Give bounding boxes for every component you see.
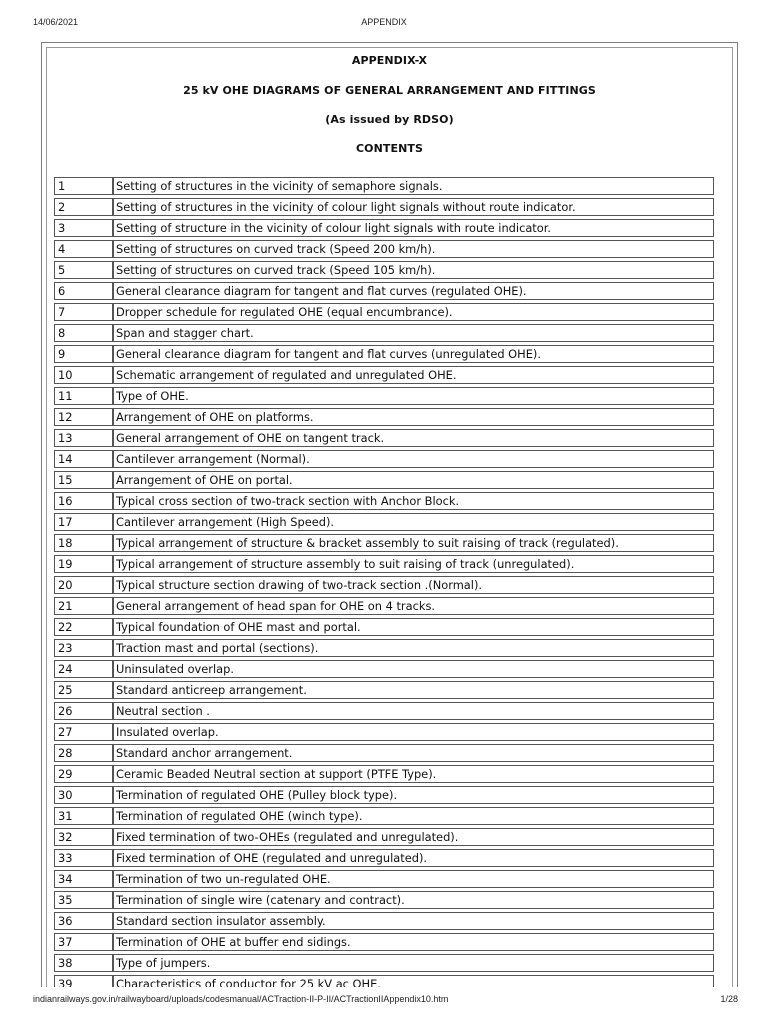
contents-row-number: 30	[54, 786, 113, 804]
contents-row	[54, 744, 714, 762]
contents-row-number: 5	[54, 261, 113, 279]
contents-row-title: Type of jumpers.	[113, 954, 714, 972]
contents-row-number: 34	[54, 870, 113, 888]
contents-row-number: 7	[54, 303, 113, 321]
contents-row	[54, 828, 714, 846]
contents-row-title: Setting of structures on curved track (Speed 105 km/h).	[113, 261, 714, 279]
contents-row	[54, 219, 714, 237]
contents-row-title: Setting of structures in the vicinity of colour light signals without route indicator.	[113, 198, 714, 216]
contents-row-number: 38	[54, 954, 113, 972]
contents-row-title: Termination of two un-regulated OHE.	[113, 870, 714, 888]
contents-row-number: 16	[54, 492, 113, 510]
contents-row-number: 11	[54, 387, 113, 405]
contents-row	[54, 702, 714, 720]
contents-row-title: Cantilever arrangement (High Speed).	[113, 513, 714, 531]
contents-row-number: 10	[54, 366, 113, 384]
contents-row-title: Dropper schedule for regulated OHE (equal encumbrance).	[113, 303, 714, 321]
contents-row	[54, 597, 714, 615]
print-date: 14/06/2021	[33, 17, 79, 27]
contents-row	[54, 492, 714, 510]
contents-row-number: 3	[54, 219, 113, 237]
contents-row-title: Typical arrangement of structure assembly to suit raising of track (unregulated).	[113, 555, 714, 573]
contents-row-title: Ceramic Beaded Neutral section at support (PTFE Type).	[113, 765, 714, 783]
contents-row	[54, 576, 714, 594]
contents-row-title: Termination of single wire (catenary and contract).	[113, 891, 714, 909]
contents-row	[54, 786, 714, 804]
contents-row-title: General arrangement of head span for OHE on 4 tracks.	[113, 597, 714, 615]
contents-row-number: 29	[54, 765, 113, 783]
contents-row-number: 17	[54, 513, 113, 531]
contents-row	[54, 177, 714, 195]
contents-row-title: Uninsulated overlap.	[113, 660, 714, 678]
contents-row	[54, 618, 714, 636]
contents-row-title: Typical foundation of OHE mast and portal.	[113, 618, 714, 636]
contents-row-number: 31	[54, 807, 113, 825]
contents-row-title: Characteristics of conductor for 25 kV ac OHE.	[113, 975, 714, 987]
contents-heading: CONTENTS	[355, 142, 424, 155]
contents-row-title: Type of OHE.	[113, 387, 714, 405]
contents-row-number: 1	[54, 177, 113, 195]
contents-row-title: Typical cross section of two-track section with Anchor Block.	[113, 492, 714, 510]
contents-row	[54, 555, 714, 573]
print-page-number: 1/28	[720, 994, 738, 1004]
contents-row	[54, 198, 714, 216]
contents-row-number: 6	[54, 282, 113, 300]
contents-row-title: Standard anticreep arrangement.	[113, 681, 714, 699]
contents-row	[54, 954, 714, 972]
contents-row-title: Setting of structures on curved track (Speed 200 km/h).	[113, 240, 714, 258]
contents-row-number: 19	[54, 555, 113, 573]
contents-row-number: 36	[54, 912, 113, 930]
contents-row-title: Standard anchor arrangement.	[113, 744, 714, 762]
contents-row	[54, 975, 714, 987]
contents-row-number: 15	[54, 471, 113, 489]
contents-row-number: 12	[54, 408, 113, 426]
contents-row-title: Arrangement of OHE on portal.	[113, 471, 714, 489]
contents-row-number: 37	[54, 933, 113, 951]
appendix-frame	[41, 42, 738, 987]
contents-row-title: Standard section insulator assembly.	[113, 912, 714, 930]
contents-row	[54, 303, 714, 321]
contents-table-body	[54, 177, 714, 987]
contents-row-number: 21	[54, 597, 113, 615]
contents-row-title: General clearance diagram for tangent and flat curves (unregulated OHE).	[113, 345, 714, 363]
contents-row-title: Setting of structure in the vicinity of colour light signals with route indicator.	[113, 219, 714, 237]
contents-row	[54, 240, 714, 258]
contents-row-title: Termination of OHE at buffer end sidings.	[113, 933, 714, 951]
contents-row-number: 18	[54, 534, 113, 552]
contents-row-title: Typical structure section drawing of two-track section .(Normal).	[113, 576, 714, 594]
appendix-inner-frame	[46, 47, 733, 987]
contents-row-title: Fixed termination of OHE (regulated and unregulated).	[113, 849, 714, 867]
contents-row	[54, 471, 714, 489]
contents-row-number: 20	[54, 576, 113, 594]
contents-row	[54, 765, 714, 783]
contents-row-number: 22	[54, 618, 113, 636]
contents-row-number: 9	[54, 345, 113, 363]
contents-row	[54, 324, 714, 342]
appendix-subject: 25 kV OHE DIAGRAMS OF GENERAL ARRANGEMENT AND FITTINGS	[183, 84, 596, 97]
contents-row	[54, 534, 714, 552]
contents-row	[54, 450, 714, 468]
contents-row-title: Traction mast and portal (sections).	[113, 639, 714, 657]
contents-row-title: Arrangement of OHE on platforms.	[113, 408, 714, 426]
contents-row-title: Cantilever arrangement (Normal).	[113, 450, 714, 468]
print-footer	[0, 994, 768, 1008]
appendix-title: APPENDIX-X	[351, 54, 428, 67]
contents-row-number: 32	[54, 828, 113, 846]
contents-row-title: Fixed termination of two-OHEs (regulated and unregulated).	[113, 828, 714, 846]
contents-row	[54, 345, 714, 363]
contents-row-number: 23	[54, 639, 113, 657]
contents-row-title: Setting of structures in the vicinity of semaphore signals.	[113, 177, 714, 195]
contents-row	[54, 891, 714, 909]
contents-row	[54, 870, 714, 888]
contents-row	[54, 807, 714, 825]
contents-row	[54, 429, 714, 447]
contents-row-title: General arrangement of OHE on tangent track.	[113, 429, 714, 447]
contents-row-number: 33	[54, 849, 113, 867]
contents-row	[54, 681, 714, 699]
contents-row-number: 35	[54, 891, 113, 909]
contents-row-number: 2	[54, 198, 113, 216]
print-page-title: APPENDIX	[361, 17, 407, 27]
contents-row-title: Span and stagger chart.	[113, 324, 714, 342]
contents-table	[54, 174, 714, 987]
contents-row	[54, 513, 714, 531]
contents-row-title: Termination of regulated OHE (Pulley block type).	[113, 786, 714, 804]
print-header	[0, 17, 768, 31]
contents-row-title: General clearance diagram for tangent and flat curves (regulated OHE).	[113, 282, 714, 300]
contents-row-title: Insulated overlap.	[113, 723, 714, 741]
contents-row	[54, 849, 714, 867]
contents-row	[54, 723, 714, 741]
contents-row-number: 26	[54, 702, 113, 720]
contents-row	[54, 387, 714, 405]
contents-row-number: 14	[54, 450, 113, 468]
contents-row	[54, 366, 714, 384]
contents-row-number: 25	[54, 681, 113, 699]
contents-row-number: 27	[54, 723, 113, 741]
contents-row	[54, 660, 714, 678]
contents-row	[54, 408, 714, 426]
contents-row-title: Schematic arrangement of regulated and unregulated OHE.	[113, 366, 714, 384]
issued-by-note: (As issued by RDSO)	[325, 113, 454, 126]
contents-row-title: Termination of regulated OHE (winch type).	[113, 807, 714, 825]
contents-row-title: Typical arrangement of structure & bracket assembly to suit raising of track (regulated).	[113, 534, 714, 552]
contents-row-title: Neutral section .	[113, 702, 714, 720]
contents-row-number: 24	[54, 660, 113, 678]
contents-row-number: 28	[54, 744, 113, 762]
contents-row	[54, 261, 714, 279]
contents-row-number: 39	[54, 975, 113, 987]
contents-row	[54, 912, 714, 930]
contents-row-number: 8	[54, 324, 113, 342]
contents-row	[54, 933, 714, 951]
print-url: indianrailways.gov.in/railwayboard/uploads/codesmanual/ACTraction-II-P-II/ACTractionIIAppendix10.htm	[33, 994, 449, 1004]
contents-row	[54, 639, 714, 657]
contents-row	[54, 282, 714, 300]
contents-row-number: 4	[54, 240, 113, 258]
contents-row-number: 13	[54, 429, 113, 447]
